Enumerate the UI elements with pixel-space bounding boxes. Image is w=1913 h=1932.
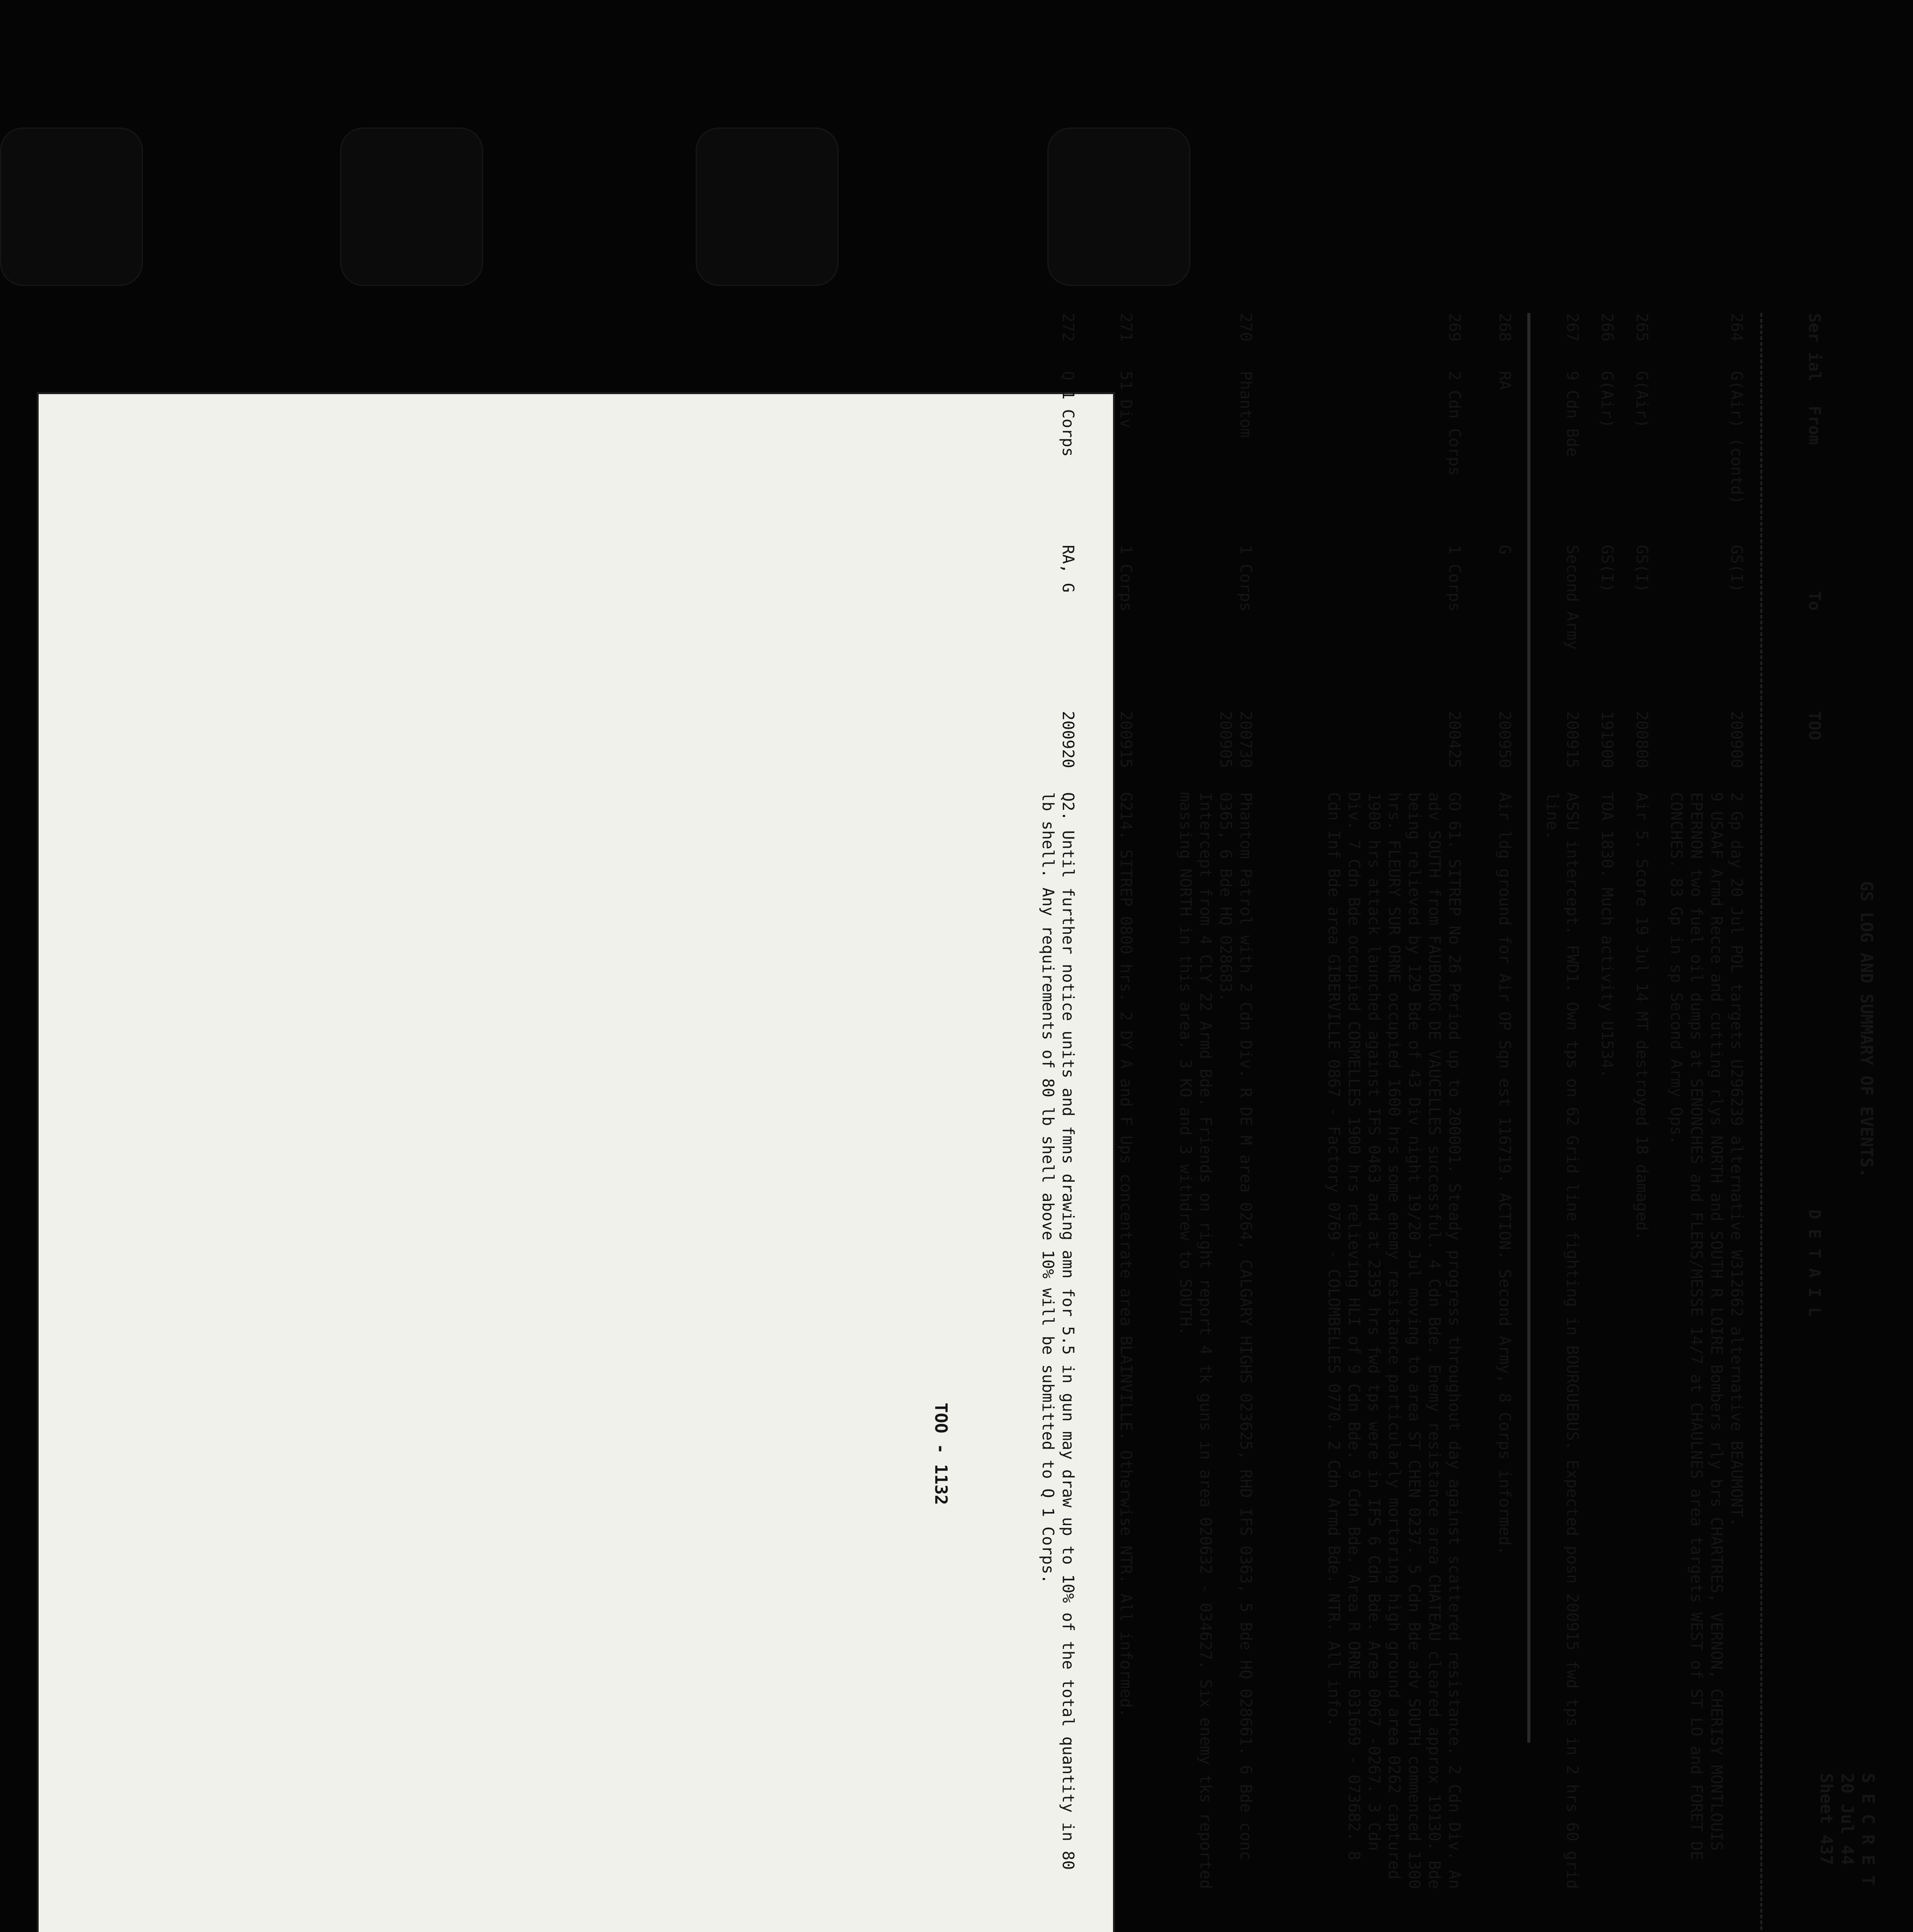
entry-serial: 270 xyxy=(1237,313,1255,342)
entry-detail: ASSU intercept. FWD1. Own tps on 62 Grid line fighting in BOURGUEBUS. Expected posn 200915 fwd tps in 2 hrs 60 grid line. xyxy=(1543,792,1582,1889)
entry-too: 200920 xyxy=(1059,711,1077,769)
entry-detail: GO 61. SITREP No 26 Period up to 200001. Steady progress throughout day against scattered resistance. 2 Cdn Div. An adv SOUTH from FAUBOURG DE VAUCELLES successful. 4 Cdn Bde. Enemy resistance area CHATEAU cleared approx 19130. Bde being relieved by 129 Bde of 43 Div night 19/20 Jul moving to area ST CHEN 0237. 5 Cdn Bde adv SOUTH commenced 1300 hrs. FLEURY SUR ORNE occupied 1600 hrs some enemy resistance particularly mortaring high ground area 0262 captured 1900 hrs attack launched against IFS 0463 and at 2359 hrs fwd tps were in IFS 6 Cdn Bde. Area 0067 -0267. 3 Cdn Div. 7 Cdn Bde occupied CORMELLES 1900 hrs relieving HLI of 9 Cdn Bde. 9 Cdn Bde. Area R ORNE 031669 - 073682. 8 Cdn Inf Bde area GIBERVILLE 0867 - Factory 0769 - COLOMBELLES 0770. 2 Cdn Armd Bde. NTR. All info. xyxy=(1325,792,1464,1889)
scanned-page xyxy=(39,313,1878,1932)
entry-serial: 272 xyxy=(1059,313,1077,342)
entry-from: 9 Cdn Bde xyxy=(1563,371,1582,457)
entry-too: 200425 xyxy=(1445,711,1464,769)
entry-too: 200915 xyxy=(1117,711,1135,769)
column-to: To xyxy=(1805,591,1824,611)
entry-detail: G214. SITREP 0800 hrs. 2 DY A and F Ups concentrate area BLAINVILLE. Otherwise NTR. All informed. xyxy=(1117,792,1135,1718)
column-from: From xyxy=(1805,406,1824,445)
column-too: TOO xyxy=(1805,711,1824,740)
entry-from: G(Air) xyxy=(1598,371,1617,429)
entry-from: G(Air) (contd) xyxy=(1727,371,1746,505)
entry-serial: 268 xyxy=(1496,313,1514,342)
entry-too: 200800 xyxy=(1633,711,1651,769)
entry-to: GS(I) xyxy=(1598,545,1617,593)
column-detail: D E T A I L xyxy=(1805,1209,1824,1317)
entry-too: 200915 xyxy=(1563,711,1582,769)
entry-to: G xyxy=(1496,545,1514,554)
entry-from: RA xyxy=(1496,371,1514,390)
entry-to: GS(I) xyxy=(1633,545,1651,593)
entry-to: 1 Corps xyxy=(1237,545,1255,612)
entry-detail: TOA 1830. Much activity U1534. xyxy=(1598,792,1617,1078)
handdrawn-divider xyxy=(1527,313,1530,1743)
entry-detail: Air 5. Score 19 Jul 14 MT destroyed 18 damaged. xyxy=(1633,792,1651,1241)
column-serial: Ser ial xyxy=(1805,313,1824,382)
entry-too: 200730 200905 xyxy=(1217,711,1255,769)
entry-to: 1 Corps xyxy=(1117,545,1135,612)
film-sprocket-hole xyxy=(0,128,143,286)
rotated-log-sheet xyxy=(839,243,1913,1932)
entry-serial: 271 xyxy=(1117,313,1135,342)
entry-serial: 269 xyxy=(1445,313,1464,342)
entry-too: 200950 xyxy=(1496,711,1514,769)
entry-from: Phantom xyxy=(1237,371,1255,438)
entry-to: GS(I) xyxy=(1727,545,1746,593)
entry-from: 51 Div xyxy=(1117,371,1135,429)
entry-detail: Phantom Patrol with 2 Cdn Div. R DE M area 0264, CALGARY HIGHS 023625, RHD IFS 0363, 5 Bde HQ 028661. 6 Bde conc 0365, 6 Bde HQ 028683. Intercept from 4 CLY 22 Armd Bde. Friends on right report 4 tk guns in area 020632 - 034627. Six enemy tks reported massing NORTH in this area. 3 KO and 3 withdrew to SOUTH. xyxy=(1176,792,1255,1889)
entry-too: 200900 xyxy=(1727,711,1746,769)
entry-serial: 264 xyxy=(1727,313,1746,342)
entry-too: 191900 xyxy=(1598,711,1617,769)
entry-from: 2 Cdn Corps xyxy=(1445,371,1464,476)
security-header xyxy=(1816,1773,1878,1886)
entry-to: 1 Corps xyxy=(1445,545,1464,612)
entry-detail: Q2. Until further notice units and fmns drawing amn for 5.5 in gun may draw up to 10% of the total quantity in 80 lb shell. Any requirements of 80 lb shell above 10% will be submitted to Q 1 Corps. xyxy=(1039,792,1077,1870)
time-of-origin-footer: TOO - 1132 xyxy=(931,1403,951,1505)
entry-from: Q 1 Corps xyxy=(1059,371,1077,457)
header-dashed-rule xyxy=(1760,313,1762,1932)
entry-from: G(Air) xyxy=(1633,371,1651,429)
entry-serial: 265 xyxy=(1633,313,1651,342)
classification: S E C R E T xyxy=(1858,1773,1878,1886)
document-date: 20 Jul 44 xyxy=(1837,1773,1857,1866)
entry-serial: 266 xyxy=(1598,313,1617,342)
entry-serial: 267 xyxy=(1563,313,1582,342)
document-title: GS LOG AND SUMMARY OF EVENTS. xyxy=(1857,881,1876,1178)
film-sprocket-hole xyxy=(340,128,483,286)
film-sprocket-hole xyxy=(696,128,839,286)
sheet-number: Sheet 437 xyxy=(1816,1773,1836,1866)
entry-to: RA, G xyxy=(1059,545,1077,593)
entry-to: Second Army xyxy=(1563,545,1582,650)
entry-detail: Air ldg ground for Air OP Sqn est 116719. ACTION. Second Army, 8 Corps informed. xyxy=(1496,792,1514,1555)
entry-detail: 2 Gp day 20 Jul POL targets U296239 alternative W312662 alternative BEAUMONT. 9 USAAF Armd Recce and cutting rlys NORTH and SOUTH R LOIRE Bombers rly brs CHARTRES, VERNON, CHERISY MONTLOUIS EPERNON two fuel oil dumps at SENONCHES and FLERS/MESSE 14/7 at CHAULNES area targets WEST of ST LO and FORET DE CONCHES. 83 Gp in sp Second Army Ops. xyxy=(1667,792,1746,1861)
